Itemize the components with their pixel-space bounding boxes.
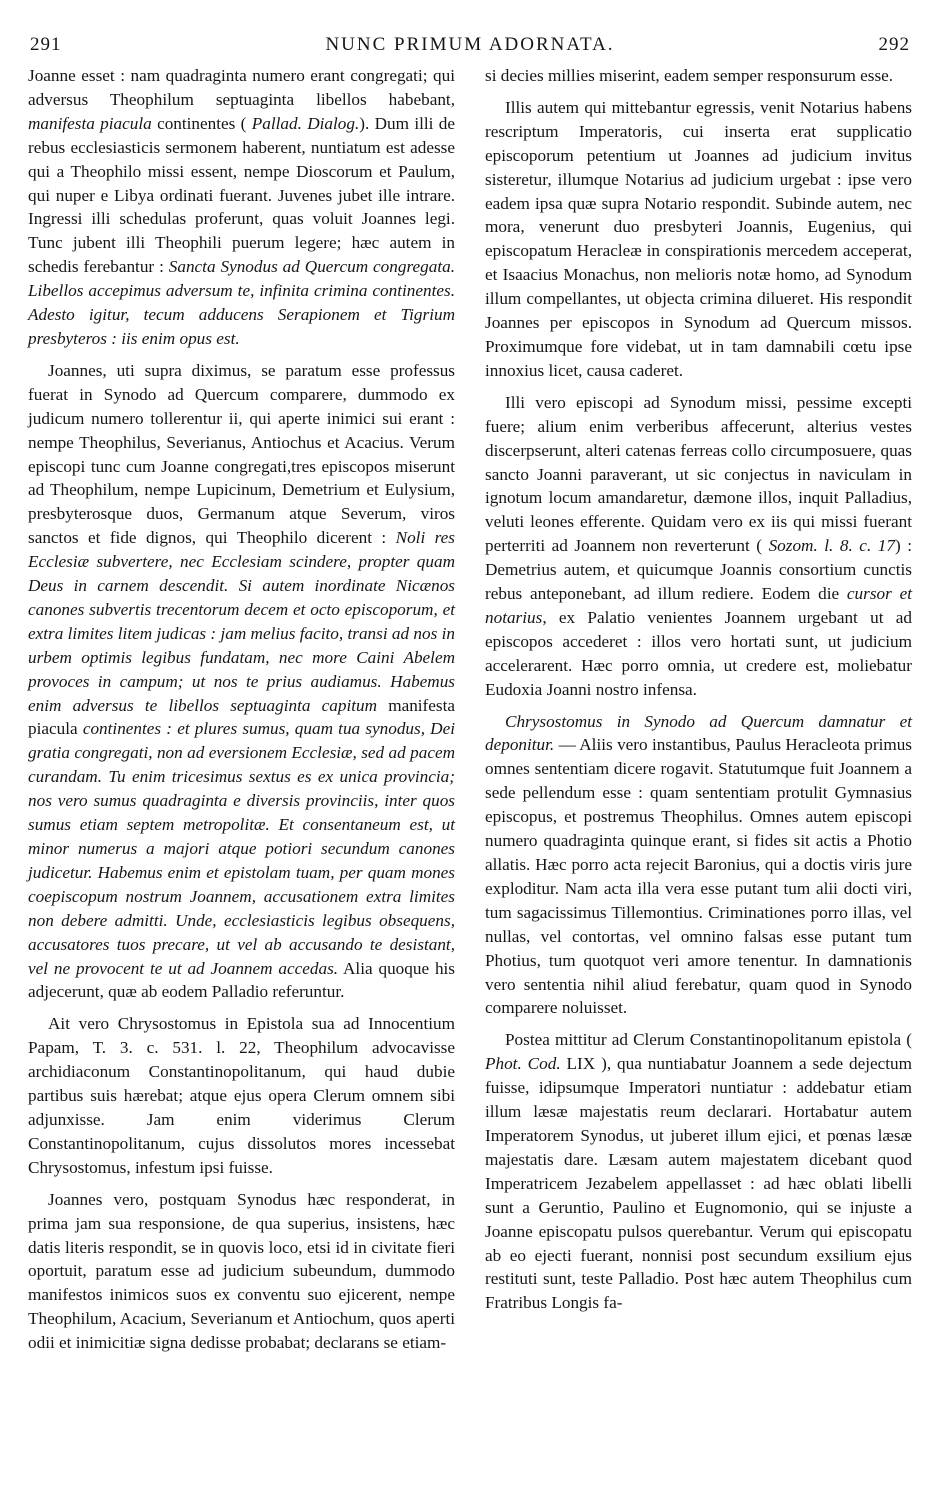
paragraph: Ait vero Chrysostomus in Epistola sua ad Innocentium Papam, T. 3. c. 531. l. 22, Theophilum advocavisse archidiaconum Constantinopolitanum, qui haud dubie partibus suis hærebat; atque ejus opera Clerum omnem sibi adjunxisse. Jam enim viderimus Clerum Constantinopolitanum, cujus dissolutos mores incessebat Chrysostomus, infestum ipsi fuisse. (28, 1014, 455, 1177)
page-header (28, 30, 912, 60)
text-run: Joanne esset : nam quadraginta numero erant congregati; qui adversus Theophilum septuaginta libellos habebant, (28, 66, 455, 109)
paragraph (28, 359, 455, 1004)
page-number-left: 291 (30, 34, 62, 55)
italic-run: cursor et notarius (485, 584, 912, 627)
running-title: NUNC PRIMUM ADORNATA. (325, 34, 615, 55)
text-run: ). Dum illi de rebus ecclesiasticis sermonem haberent, nuntiatum est adesse qui a Theophilo missi essent, nempe Dioscorum et Paulum, qui nuper e Libya ordinati fuerant. Juvenes jubet ille intrare. Ingressi illi schedulas proferunt, quas voluit Joannes legi. Tunc jubent illi Theophili puerum legere; hæc autem in schedis ferebantur : (28, 113, 455, 277)
left-column (28, 64, 455, 1355)
paragraph: Illis autem qui mittebantur egressis, venit Notarius habens rescriptum Imperatoris, cui inserta erat supplicatio episcoporum petentium ut Joannes ad judicium invitus sisteretur, illumque Notarius ad judicium urgebat : ipse vero eadem ipsa quæ supra Notario respondit. Subinde autem, nec mora, venerunt duo presbyteri Joannis, Eugenius, qui episcopatum Heracleæ in conspirationis mercedem acceperat, et Isaacius Monachus, non melioris notæ homo, ad Synodum illum compellantes, ut objecta crimina dilueret. His respondit Joannes per episcopos in Synodum ad Quercum missos. Proximumque fore videbat, ut in tam damnabili cœtu ipse innoxius licet, causa caderet. (485, 97, 912, 380)
text-run: ) : Demetrius autem, et quicumque Joannis consortium cunctis rebus anteponebant, ad illum rediere. Eodem die (485, 536, 913, 604)
italic-run: manifesta piacula (28, 113, 152, 133)
paragraph (485, 1028, 912, 1315)
paragraph (485, 710, 912, 1021)
citation: Phot. Cod. (485, 1054, 561, 1074)
page-number-right: 292 (878, 34, 910, 55)
paragraph (485, 391, 912, 702)
citation: Sozom. l. 8. c. 17 (768, 536, 895, 556)
text-run: ), qua nuntiabatur Joannem a sede dejectum fuisse, idipsumque Imperatori nuntiatur : addebatur etiam illum læsæ majestatis reum declarari. Hortabatur autem Imperatorem Synodus, ut juberet illum ejici, et pœnas læsæ majestatis dare. Læsam autem majestatem dicebant quod Imperatricem Jezabelem appellasset : ad hæc oblati libelli sunt a Geruntio, Paulino et Eugnomonio, qui se injuste a Joanne episcopatu pulsos querebantur. Verum qui episcopatu ab eo ejecti fuerant, nonnisi post secundum exsilium ejus restituti sunt, teste Palladio. Post hæc autem Theophilus cum Fratribus Longis fa- (485, 1054, 913, 1313)
text-run: — Aliis vero instantibus, Paulus Heracleota primus omnes sententiam dicere rogavit. Statutumque fuit Joannem a sede pellendum esse : quam sententiam protulit Gymnasius episcopus, et postremus Theophilus. Omnes autem episcopi numero quadraginta quinque erant, si fides sit actis a Photio allatis. Hæc porro acta rejecit Baronius, qui a doctis viris jure exploditur. Nam acta illa vera esse putant tum alii docti viri, tum sagacissimus Tillemontius. Criminationes porro illas, vel nullas, vel contortas, vel omnino falsas esse putant tum Photius, tum quotquot veri amore tenentur. In damnationis vero sententia nihil aliud ferebatur, quam quod in Synodo comparere noluisset. (485, 735, 912, 1018)
quotation: continentes : et plures sumus, quam tua synodus, Dei gratia congregati, non ad eversionem Ecclesiæ, sed ad pacem curandam. Tu enim tricesimus sextus es ex unica provincia; nos vero sumus quadraginta e diversis provinciis, inter quos sumus etiam septem metropolitæ. Et consentaneum est, ut minor numerus a majori atque potiori secundum canones judicetur. Habemus enim et epistolam tuam, per quam mones coepiscopum nostrum Joannem, accusationem extra limites non debere admitti. Unde, ecclesiasticis legibus obsequens, accusatores tuos precare, ut vel ab accusando te desistant, vel ne provocent te ut ad Joannem accedas. (28, 719, 455, 978)
citation: Pallad. Dialog. (251, 113, 360, 133)
paragraph (28, 64, 455, 351)
text-run: Illi vero episcopi ad Synodum missi, pessime excepti fuere; alium enim verberibus affecerunt, alterius vestes discerpserunt, alteri catenas ferreas collo circumposuere, quas sancto Joanni paraverant, ut sic conjectus in naviculam in ignotum locum amandaretur, dæmone illos, inquit Palladius, veluti leones efferente. Quidam vero ex iis qui missi fuerant perterriti ad Joannem non reverterunt ( (485, 392, 912, 556)
text-run: continentes ( (151, 113, 252, 133)
text-run: Postea mittitur ad Clerum Constantinopolitanum epistola ( (505, 1030, 912, 1050)
citation-number: LIX (560, 1054, 596, 1074)
quotation: Noli res Ecclesiæ subvertere, nec Ecclesiam scindere, propter quam Deus in carnem descendit. Si autem inordinate Nicænos canones subvertis trecentorum decem et octo episcoporum, et extra limites litem judicas : jam melius facito, transi ad nos in urbem optimis legibus fundatam, nec more Caini Abelem provoces in campum; ut nos te prius audiamus. Habemus enim adversus te libellos septuaginta capitum (28, 528, 456, 715)
text-run: Alia quoque his adjecerunt, quæ ab eodem Palladio referuntur. (28, 958, 455, 1002)
paragraph: si decies millies miserint, eadem semper responsurum esse. (485, 66, 894, 85)
text-run: Joannes, uti supra diximus, se paratum esse professus fuerat in Synodo ad Quercum comparere, dummodo ex judicum numero tollerentur ii, qui aperte inimici sui erant : nempe Theophilus, Severianus, Antiochus et Acacius. Verum episcopi tunc cum Joanne congregati,tres episcopos miserunt ad Theophilum, nempe Lupicinum, Demetrium et Eulysium, presbyterosque duos, Germanum atque Severum, viros sanctos et fide dignos, qui Theophilo dicerent : (28, 360, 455, 548)
paragraph: Joannes vero, postquam Synodus hæc responderat, in prima jam sua responsione, de qua superius, insistens, hæc datis literis respondit, se in quovis loco, etsi id in civitate fieri oportuit, paratum esse ad judicium subeundum, dummodo manifestos inimicos suos ex conventu suo ejicerent, nempe Theophilum, Acacium, Severianum et Antiochum, quos aperti odii et inimicitiæ signa dedisse probabat; declarans se etiam- (28, 1189, 455, 1353)
text-columns (28, 64, 912, 1355)
text-run: manifesta piacula (28, 695, 456, 739)
right-column (485, 64, 912, 1355)
quotation: Sancta Synodus ad Quercum congregata. Libellos accepimus adversum te, infinita crimina continentes. Adesto igitur, tecum adducens Serapionem et Tigrium presbyteros : iis enim opus est. (28, 257, 455, 348)
text-run: , ex Palatio venientes Joannem urgebant ut ad episcopos accederet : illos vero hortati sunt, ut judicium accelerarent. Hæc porro omnia, ut credere est, moliebatur Eudoxia Joanni nostro infensa. (485, 607, 912, 699)
section-heading: Chrysostomus in Synodo ad Quercum damnatur et deponitur. (485, 711, 912, 755)
